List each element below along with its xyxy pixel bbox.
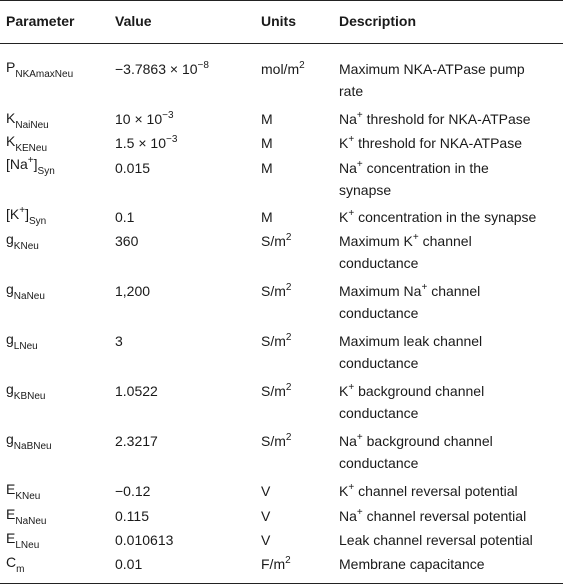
param-cell [6,378,45,403]
description-superscript: + [348,382,355,393]
description-superscript: + [356,432,363,443]
value-superscript: −8 [197,60,209,71]
table-top-rule [0,0,563,1]
description-text: K [339,383,349,399]
param-subscript: KNeu [15,491,41,502]
unit-text: V [261,483,271,499]
unit-text: M [261,160,273,176]
param-subscript: KBNeu [13,391,46,402]
value-text: 360 [115,233,139,249]
header-description: Description [339,13,417,29]
unit-text: S/m [261,333,286,349]
unit-text: mol/m [261,61,300,77]
value-text: 0.115 [115,508,149,524]
param-symbol: K [6,133,16,149]
param-symbol: E [6,530,16,546]
param-subscript: NaiNeu [15,120,49,131]
unit-cell [261,230,291,255]
description-line [339,480,518,505]
param-symbol: ] [25,206,29,222]
value-text: 1.0522 [115,383,158,399]
description-text: background channel [354,383,485,399]
description-text: K [339,135,349,151]
header-units: Units [261,13,296,29]
description-text: threshold for NKA-ATPase [354,135,522,151]
description-text: Na [339,111,357,127]
unit-cell [261,553,291,578]
description-line: Maximum leak channel [339,333,483,349]
param-cell [6,503,46,528]
description-text: Maximum K [339,233,413,249]
param-cell [6,478,40,503]
param-cell [6,551,24,576]
param-subscript: Syn [37,166,55,177]
unit-superscript: 2 [299,60,305,71]
unit-superscript: 2 [285,332,292,343]
param-cell [6,228,39,253]
param-superscript: + [19,205,26,216]
description-text: K [339,483,349,499]
description-text: Maximum Na [339,283,422,299]
description-line: conductance [339,255,419,271]
description-superscript: + [348,482,355,493]
value-text: 0.1 [115,209,135,225]
param-cell [6,527,39,552]
description-text: K [339,209,349,225]
value-cell [115,58,209,83]
description-superscript: + [356,507,363,518]
value-text: 1.5 × 10 [115,135,166,151]
param-subscript: NaNeu [13,291,45,302]
description-line: Maximum NKA-ATPase pump [339,61,525,77]
description-superscript: + [348,134,355,145]
param-cell [6,56,73,81]
param-symbol: C [6,554,17,570]
param-subscript: NaBNeu [13,441,52,452]
unit-text: F/m [261,556,286,572]
description-line: Leak channel reversal potential [339,532,533,548]
value-text: 1,200 [115,283,151,299]
unit-cell [261,380,291,405]
description-text: channel [427,283,481,299]
description-text: Na [339,433,357,449]
param-symbol: g [6,281,14,297]
value-text: 0.015 [115,160,151,176]
param-subscript: m [16,564,25,575]
description-superscript: + [348,208,355,219]
description-line: rate [339,83,364,99]
unit-text: S/m [261,433,286,449]
table-bottom-rule [0,583,563,584]
param-subscript: NKAmaxNeu [15,69,74,80]
unit-text: M [261,135,273,151]
param-symbol: K [6,110,16,126]
unit-superscript: 2 [285,282,292,293]
description-text: channel [418,233,472,249]
param-symbol: E [6,506,16,522]
description-superscript: + [412,232,419,243]
param-symbol: [K [6,206,20,222]
description-text: Na [339,160,357,176]
description-line [339,206,536,231]
unit-text: M [261,111,273,127]
description-line: conductance [339,455,419,471]
value-text: 0.010613 [115,532,174,548]
param-subscript: KNeu [13,241,39,252]
param-subscript: NaNeu [15,516,47,527]
header-rule [0,43,563,44]
description-superscript: + [356,159,363,170]
value-cell [115,132,177,157]
unit-text: S/m [261,383,286,399]
description-line [339,108,531,133]
description-superscript: + [356,110,363,121]
value-text: −3.7863 × 10 [115,61,198,77]
param-cell [6,328,38,353]
param-symbol: [Na [6,156,28,172]
unit-cell [261,430,291,455]
param-subscript: KENeu [15,143,48,154]
value-text: 2.3217 [115,433,158,449]
unit-text: M [261,209,273,225]
description-line [339,505,526,530]
description-text: Na [339,508,357,524]
description-line: Membrane capacitance [339,556,485,572]
unit-superscript: 2 [285,382,292,393]
header-parameter: Parameter [6,13,75,29]
param-subscript: LNeu [13,341,38,352]
param-subscript: LNeu [15,540,40,551]
unit-text: V [261,508,271,524]
description-line: synapse [339,182,392,198]
param-symbol: g [6,381,14,397]
description-text: threshold for NKA-ATPase [362,111,531,127]
unit-superscript: 2 [285,555,291,566]
param-cell [6,428,52,453]
description-text: channel reversal potential [362,508,527,524]
description-line [339,132,522,157]
unit-superscript: 2 [285,232,292,243]
value-superscript: −3 [162,110,174,121]
param-symbol: E [6,481,16,497]
description-text: concentration in the [362,160,489,176]
value-text: 3 [115,333,123,349]
param-cell [6,203,46,228]
param-cell [6,278,45,303]
unit-cell [261,58,305,83]
unit-text: V [261,532,271,548]
param-symbol: g [6,331,14,347]
description-text: channel reversal potential [354,483,518,499]
unit-cell [261,330,291,355]
value-text: 0.01 [115,556,143,572]
param-symbol: g [6,231,14,247]
description-line: conductance [339,405,419,421]
param-cell [6,153,55,178]
description-line: conductance [339,305,419,321]
unit-text: S/m [261,283,286,299]
param-symbol: P [6,59,16,75]
description-superscript: + [421,282,428,293]
value-text: −0.12 [115,483,151,499]
param-subscript: Syn [28,216,47,227]
unit-text: S/m [261,233,286,249]
param-cell [6,130,47,155]
description-line: conductance [339,355,419,371]
param-symbol: g [6,431,14,447]
param-symbol: ] [33,156,38,172]
description-text: concentration in the synapse [354,209,537,225]
param-cell [6,107,49,132]
value-superscript: −3 [166,134,178,145]
param-superscript: + [27,155,34,166]
unit-superscript: 2 [285,432,292,443]
description-text: background channel [362,433,493,449]
header-value: Value [115,13,152,29]
value-text: 10 × 10 [115,111,163,127]
unit-cell [261,280,291,305]
value-cell [115,108,174,133]
